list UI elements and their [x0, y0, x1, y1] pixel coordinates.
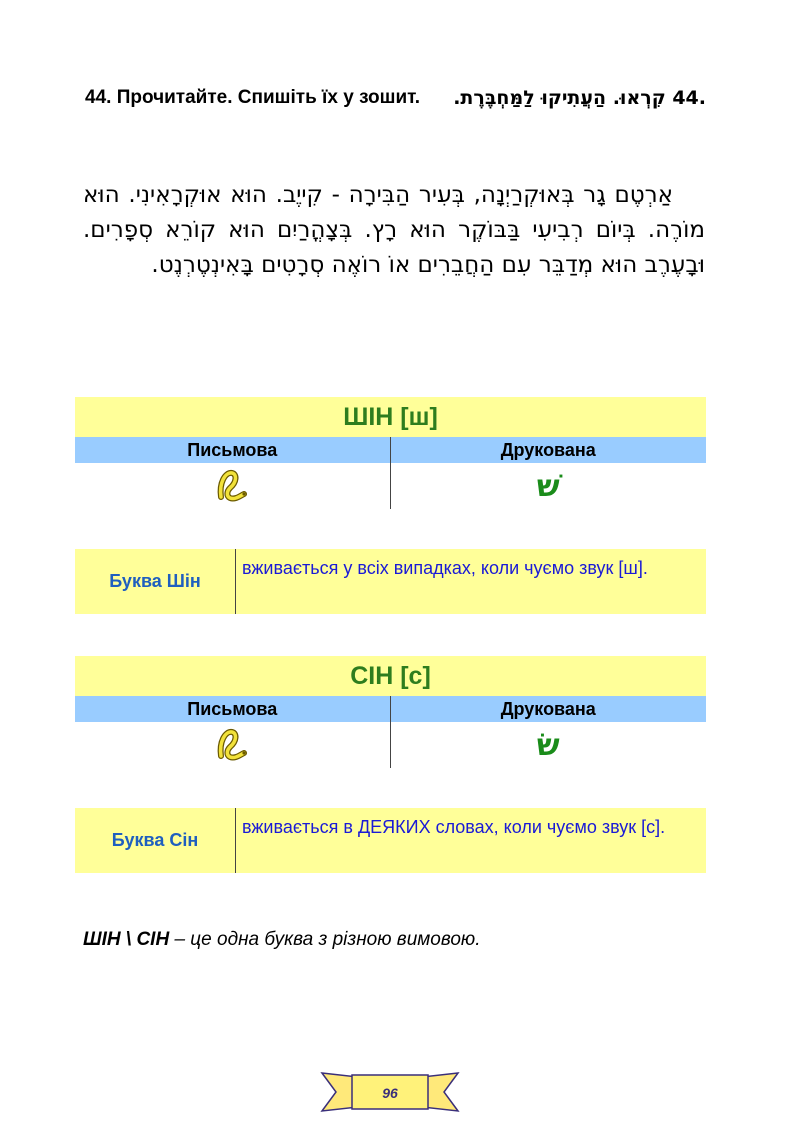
- shin-letter-row: [75, 463, 706, 509]
- cursive-sin-glyph-icon: [215, 728, 249, 762]
- sin-printed-header: Друкована: [500, 699, 596, 719]
- shin-printed-header: Друкована: [500, 440, 596, 460]
- task-instruction-ukrainian: 44. Прочитайте. Спишіть їх у зошит.: [85, 87, 421, 108]
- sin-cursive-letter: [75, 722, 391, 768]
- shin-printed-letter: שׁ: [536, 468, 560, 504]
- cursive-shin-glyph-icon: [215, 469, 249, 503]
- shin-cursive-letter: [75, 463, 391, 509]
- shin-letter-table: [75, 397, 706, 509]
- shin-printed-letter-cell: [391, 463, 707, 509]
- sin-printed-letter: שׂ: [536, 727, 560, 763]
- ribbon-icon: [320, 1067, 460, 1115]
- page-number: 96: [382, 1085, 398, 1101]
- note-bold: ШІН \ СІН: [83, 929, 170, 950]
- sin-column-headers: [75, 696, 706, 722]
- sin-usage-label: Буква Сін: [75, 808, 236, 873]
- sin-usage-text: вживається в ДЕЯКИХ словах, коли чуємо звук [с].: [242, 817, 666, 837]
- reading-passage-text: אַרְטֶם גָר בְּאוּקְרַיְנָה, בְּעִיר הַבִּירָה - קִייֶב. הוּא אוּקְרָאִינִי. הוּא מוֹרֶה. בְּיוֹם רְבִיעִי בַּבּוֹקֶר הוּא רָץ. בְּצָהֳרַיִם הוּא קוֹרֵא סְפָרִים. וּבָעֶרֶב הוּא מְדַבֵּר עִם הַחֲבֵרִים אוֹ רוֹאֶה סְרָטִים בָּאִינְטֶרְנֶט.: [83, 182, 705, 278]
- shin-sin-note: [83, 929, 481, 951]
- note-text: – це одна буква з різною вимовою.: [169, 929, 481, 950]
- shin-column-headers: [75, 437, 706, 463]
- sin-title: СІН [с]: [75, 656, 706, 696]
- task-instruction-hebrew: .44 קִרְאוּ. הַעֲתִיקוּ לַמַּחְבֶּרֶת.: [453, 87, 706, 109]
- page-number-badge: [320, 1067, 460, 1115]
- sin-written-header: Письмова: [75, 696, 391, 722]
- sin-usage-row: [75, 808, 706, 873]
- shin-written-header: Письмова: [75, 437, 391, 463]
- sin-letter-row: [75, 722, 706, 768]
- shin-usage-text: вживається у всіх випадках, коли чуємо звук [ш].: [242, 558, 648, 578]
- shin-title: ШІН [ш]: [75, 397, 706, 437]
- reading-passage: [83, 178, 705, 283]
- sin-letter-table: [75, 656, 706, 768]
- shin-usage-row: [75, 549, 706, 614]
- shin-usage-label: Буква Шін: [75, 549, 236, 614]
- sin-printed-letter-cell: [391, 722, 707, 768]
